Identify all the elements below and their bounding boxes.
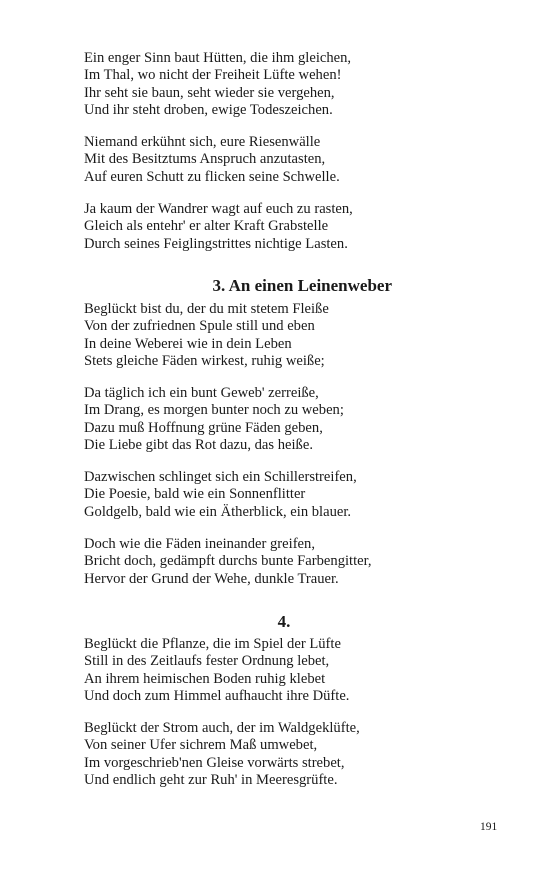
verse-line: Die Liebe gibt das Rot dazu, das heiße. [84, 436, 313, 453]
stanza-top-3 [84, 201, 484, 253]
stanza-4-1 [84, 636, 484, 705]
verse-line: Dazwischen schlinget sich ein Schillerstreifen, [84, 469, 357, 485]
verse-line: Und endlich geht zur Ruh' in Meeresgrüfte. [84, 771, 338, 788]
verse-line: Beglückt der Strom auch, der im Waldgeklüfte, [84, 720, 360, 736]
stanza-3-4 [84, 536, 484, 588]
verse-line: Im Drang, es morgen bunter noch zu weben; [84, 402, 344, 419]
page-number: 191 [480, 821, 498, 833]
verse-line: Die Poesie, bald wie ein Sonnenflitter [84, 486, 306, 503]
verse-line: Doch wie die Fäden ineinander greifen, [84, 536, 315, 552]
verse-line: Hervor der Grund der Wehe, dunkle Trauer. [84, 570, 339, 587]
stanza-4-2 [84, 720, 484, 789]
verse-line: An ihrem heimischen Boden ruhig klebet [84, 670, 326, 687]
verse-line: Von der zufriednen Spule still und eben [84, 318, 315, 335]
verse-line: Stets gleiche Fäden wirkest, ruhig weiße; [84, 352, 325, 369]
verse-line: Im Thal, wo nicht der Freiheit Lüfte wehen! [84, 67, 342, 84]
verse-line: Niemand erkühnt sich, eure Riesenwälle [84, 134, 321, 150]
verse-line: Und doch zum Himmel aufhaucht ihre Düfte. [84, 687, 350, 704]
stanza-3-1 [84, 301, 484, 370]
verse-line: In deine Weberei wie in dein Leben [84, 335, 292, 352]
verse-line: Goldgelb, bald wie ein Ätherblick, ein blauer. [84, 503, 352, 520]
section-heading-4: 4. [277, 612, 291, 631]
verse-line: Von seiner Ufer sichrem Maß umwebet, [84, 737, 318, 754]
verse-line: Ihr seht sie baun, seht wieder sie vergehen, [84, 84, 335, 101]
stanza-top-2 [84, 134, 484, 186]
verse-line: Ja kaum der Wandrer wagt auf euch zu rasten, [84, 201, 353, 217]
verse-line: Gleich als entehr' er alter Kraft Grabstelle [84, 218, 329, 235]
verse-line: Beglückt die Pflanze, die im Spiel der Lüfte [84, 636, 341, 652]
verse-line: Mit des Besitztums Anspruch anzutasten, [84, 151, 326, 168]
verse-line: Auf euren Schutt zu flicken seine Schwelle. [84, 168, 340, 185]
verse-line: Dazu muß Hoffnung grüne Fäden geben, [84, 419, 323, 436]
verse-line: Durch seines Feiglingstrittes nichtige Lasten. [84, 235, 348, 252]
verse-line: Bricht doch, gedämpft durchs bunte Farbengitter, [84, 553, 372, 570]
verse-line: Und ihr steht droben, ewige Todeszeichen. [84, 101, 333, 118]
verse-line: Beglückt bist du, der du mit stetem Fleiße [84, 301, 329, 317]
verse-line: Ein enger Sinn baut Hütten, die ihm gleichen, [84, 50, 352, 66]
stanza-3-2 [84, 385, 484, 454]
stanza-top-1 [84, 50, 484, 119]
verse-line: Im vorgeschrieb'nen Gleise vorwärts strebet, [84, 754, 345, 771]
verse-line: Still in des Zeitlaufs fester Ordnung lebet, [84, 653, 330, 670]
stanza-3-3 [84, 469, 484, 521]
section-heading-3: 3. An einen Leinenweber [212, 276, 392, 295]
verse-line: Da täglich ich ein bunt Geweb' zerreiße, [84, 385, 319, 401]
